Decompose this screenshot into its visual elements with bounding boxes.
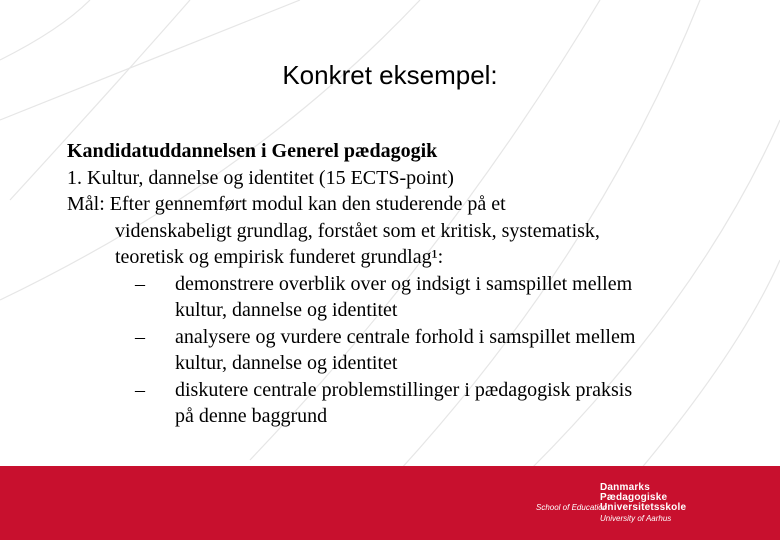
bullet-line: diskutere centrale problemstillinger i pædagogisk praksis [175,378,633,401]
bullet-item [67,271,747,324]
slide-body [67,138,747,430]
bullet-line: demonstrere overblik over og indsigt i samspillet mellem [175,272,633,295]
bullet-dash: – [135,325,145,348]
logo-university-text: University of Aarhus [600,514,672,523]
logo-line: Danmarks [600,482,650,493]
bullet-item [67,324,747,377]
goal-line-continued: videnskabeligt grundlag, forstået som et kritisk, systematisk, [115,219,600,242]
goal-line-continued: teoretisk og empirisk funderet grundlag¹: [115,246,444,268]
bullet-text [145,377,747,430]
bullet-item [67,377,747,430]
logo-line: Pædagogiske [600,492,668,503]
logo-line: Universitetsskole [600,502,687,513]
bullet-line: kultur, dannelse og identitet [175,299,398,321]
bullet-dash: – [135,272,145,295]
bullet-line: på denne baggrund [175,405,328,427]
logo-school-text: School of Education [536,503,608,512]
bullet-text [145,324,747,377]
bullet-dash: – [135,378,145,401]
bullet-line: analysere og vurdere centrale forhold i samspillet mellem [175,325,636,348]
bullet-text [145,271,747,324]
goal-line: Mål: Efter gennemført modul kan den studerende på et [67,193,506,215]
course-line: 1. Kultur, dannelse og identitet (15 ECTS-point) [67,166,454,189]
bullet-line: kultur, dannelse og identitet [175,352,398,374]
program-heading: Kandidatuddannelsen i Generel pædagogik [67,140,438,162]
university-logo [480,480,740,530]
slide-title: Konkret eksempel: [282,60,498,90]
